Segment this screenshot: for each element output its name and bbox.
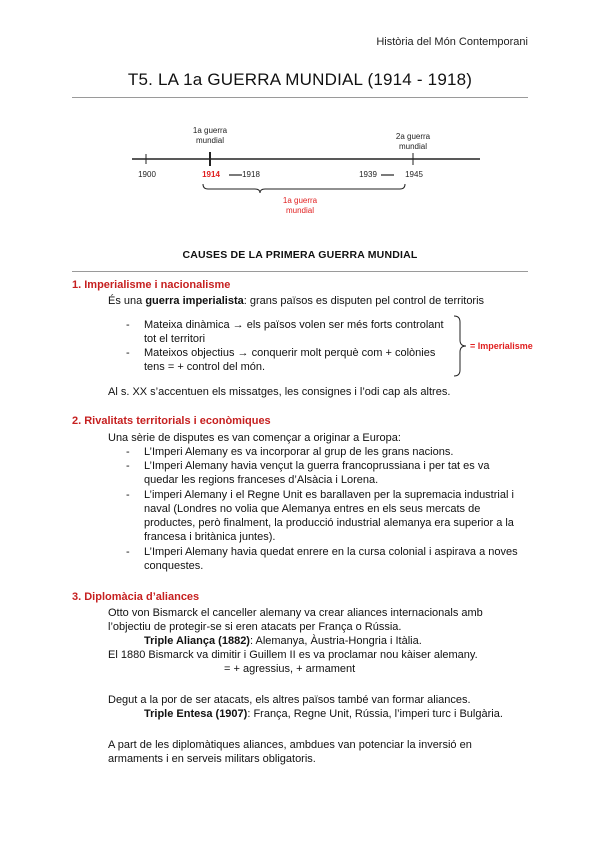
year-1918: 1918 — [242, 170, 260, 179]
section2-bullet-4: - L’Imperi Alemany havia quedat enrere en la cursa colonial i aspirava a noves conquestes. — [126, 546, 518, 572]
section2-heading: 2. Rivalitats territorials i econòmiques — [72, 415, 271, 427]
causes-divider — [72, 271, 528, 272]
section1-heading: 1. Imperialisme i nacionalisme — [72, 279, 231, 291]
triple-alianca: Triple Aliança (1882): Alemanya, Àustria-Hongria i Itàlia. — [144, 635, 422, 647]
causes-heading: CAUSES DE LA PRIMERA GUERRA MUNDIAL — [182, 249, 418, 261]
section3-paragraph-5: A part de les diplomàtiques aliances, ambdues van potenciar la inversió en armaments i en serveis militars obligatoris. — [108, 739, 472, 765]
section3-paragraph-3: = + agressius, + armament — [224, 663, 356, 675]
year-1914: 1914 — [202, 170, 220, 179]
document-header: Història del Món Contemporani — [376, 36, 528, 48]
timeline — [128, 118, 488, 228]
section3-paragraph-4: Degut a la por de ser atacats, els altres països també van formar aliances. — [108, 694, 471, 706]
timeline-ww1-label-brace: 1a guerra mundial — [282, 196, 318, 215]
section3-heading: 3. Diplomàcia d’aliances — [72, 591, 200, 603]
timeline-ww2-label-top: 2a guerra mundial — [395, 132, 431, 151]
section3-paragraph-2: El 1880 Bismarck va dimitir i Guillem II es va proclamar nou kàiser alemany. — [108, 649, 478, 661]
page-title: T5. LA 1a GUERRA MUNDIAL (1914 - 1918) — [127, 70, 473, 89]
section2-bullet-3: - L’imperi Alemany i el Regne Unit es barallaven per la supremacia industrial i naval (Londres no volia que Alemanya entres en els seus mercats de productes, però finalment, la producció industrial alemanya era superior a la francesa i britànica juntes). — [126, 489, 514, 543]
section2-intro: Una sèrie de disputes es van començar a originar a Europa: — [108, 432, 401, 444]
section1-closing: Al s. XX s’accentuen els missatges, les consignes i l’odi cap als altres. — [108, 386, 451, 398]
section2-bullet-2: - L’Imperi Alemany havia vençut la guerra francoprussiana i per tat es va quedar les regions franceses d’Alsàcia i Lorena. — [126, 460, 490, 486]
year-1939: 1939 — [359, 170, 377, 179]
title-divider — [72, 97, 528, 98]
section1-brace — [452, 314, 472, 378]
year-1900: 1900 — [138, 170, 156, 179]
timeline-ww1-label-top: 1a guerra mundial — [192, 126, 228, 145]
triple-entesa: Triple Entesa (1907): França, Regne Unit, Rússia, l’imperi turc i Bulgària. — [144, 708, 503, 720]
section1-bullet-2: - Mateixos objectius → conquerir molt perquè com + colònies tens = + control del món. — [126, 347, 436, 373]
year-1945: 1945 — [405, 170, 423, 179]
section3-paragraph-1: Otto von Bismarck el canceller alemany va crear aliances internacionals amb l’objectiu de protegir-se si eren atacats per França o Rússia. — [108, 607, 483, 633]
section1-intro: És una guerra imperialista: grans països es disputen pel control de territoris — [108, 295, 485, 307]
section1-bullet-1: - Mateixa dinàmica → els països volen ser més forts controlant tot el territori — [126, 319, 444, 345]
section2-bullet-1: - L’Imperi Alemany es va incorporar al grup de les grans nacions. — [126, 446, 454, 458]
brace-ww1-period — [203, 184, 405, 193]
imperialisme-label: = Imperialisme — [470, 341, 533, 351]
